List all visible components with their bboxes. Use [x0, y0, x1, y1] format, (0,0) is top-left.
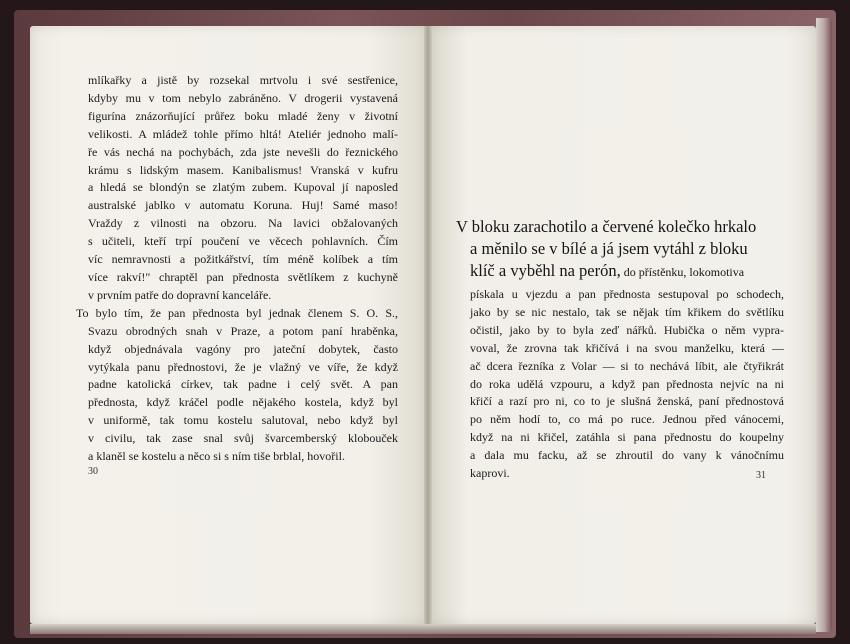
text-line: ač dcera řezníka z Volar — si to nechává líbit, ale čtyřikrát	[470, 358, 784, 373]
text-line: kaprovi.	[470, 466, 510, 481]
text-line: krámu s lidským masem. Kanibalismus! Vranská v kufru	[88, 162, 398, 177]
text-line: voval, že zrovna tak křičívá i na svou manželku, která —	[470, 340, 784, 355]
page-edges-right	[816, 18, 832, 632]
text-line: velikosti. A mládež tohle přímo hltá! Ateliér jednoho malí-	[88, 126, 398, 141]
right-page-text	[470, 286, 784, 483]
text-line: a klaněl se kostelu a něco si s ním tiše brblal, hovořil.	[88, 449, 345, 464]
left-page-text	[76, 72, 398, 466]
text-line: v prvním patře do dopravní kanceláře.	[88, 287, 272, 302]
opening-line-tail: do přístěnku, lokomotiva	[620, 265, 745, 279]
text-line: do roka udělá vzpouru, a když pan přednosta nejvíc na ni	[470, 376, 784, 391]
text-line: přednosta, když kráčel podle nějakého kostela, když byl	[88, 395, 398, 410]
opening-line-text: klíč a vyběhl na perón,	[470, 261, 621, 280]
text-line: pískala u vjezdu a pan přednosta sestupoval po schodech,	[470, 287, 784, 301]
text-line: ře vás nechá na pochybách, zda jste nevešli do řeznického	[88, 144, 398, 159]
opening-line-last	[456, 260, 756, 283]
text-line: s učiteli, kteří trpí poučení ve věcech pohlavních. Čím	[88, 234, 398, 249]
text-line: křičí a razí pro ni, co to je slušná ženská, paní přednostová	[470, 394, 784, 409]
text-line: Vraždy z vilnosti na obzoru. Na lavici obžalovaných	[88, 216, 398, 231]
book-gutter	[424, 26, 432, 624]
right-page-opening	[456, 216, 756, 283]
text-line: To bylo tím, že pan přednosta byl jednak členem S. O. S.,	[76, 305, 398, 320]
text-line: a dala mu facku, až se zhroutil do vany k vánočnímu	[470, 448, 784, 463]
text-line: Svazu obrodných snah v Praze, a potom paní hraběnka,	[88, 323, 398, 338]
text-line: v uniformě, tak tomu kostelu salutoval, nebo když byl	[88, 413, 398, 428]
text-line: padne katolická církev, tak padne i celý svět. A pan	[88, 377, 398, 392]
text-line: když na ni křičel, zatáhla si pana přednostu do koupelny	[470, 430, 784, 445]
text-line: a hledá se blondýn se zlatým zubem. Kupoval jí naposled	[88, 180, 398, 195]
text-line: mlíkařky a jistě by rozsekal mrtvolu i své sestřenice,	[88, 73, 398, 87]
page-number-left: 30	[88, 466, 98, 477]
opening-line: a měnilo se v bílé a já jsem vytáhl z bloku	[470, 239, 748, 258]
text-line: australské jablko v automatu Koruna. Huj! Samé maso!	[88, 198, 398, 213]
text-line: když objednávala vagóny pro jateční dobytek, často	[88, 341, 398, 356]
text-line: vytýkala panu přednostovi, že je vlažný ve víře, že když	[88, 359, 398, 374]
page-number-right: 31	[756, 470, 766, 481]
text-line: figurína znázorňující průřez boku mladé ženy v životní	[88, 108, 398, 123]
text-line: jako by se nic nestalo, tak se nějak tím křikem do světlíku	[470, 304, 784, 319]
opening-line: V bloku zarachotilo a červené kolečko hrkalo	[456, 217, 757, 236]
text-line: v civilu, tak zase snal svůj švarcemberský klobouček	[88, 431, 398, 446]
text-line: očistil, jako by to byla zeď nářků. Hubička o něm vypra-	[470, 322, 784, 337]
text-line: po něm hodí to, co má po ruce. Jednou před vánocemi,	[470, 412, 784, 427]
text-line: více rakví!" chraptěl pan přednosta světlíkem z kuchyně	[88, 269, 398, 284]
page-edges-bottom	[30, 624, 816, 634]
text-line: kdyby mu v tom nebylo zabráněno. V drogerii vystavená	[88, 90, 398, 105]
text-line: víc nemravnosti a požitkářství, tím méně kolíbek a tím	[88, 252, 398, 267]
